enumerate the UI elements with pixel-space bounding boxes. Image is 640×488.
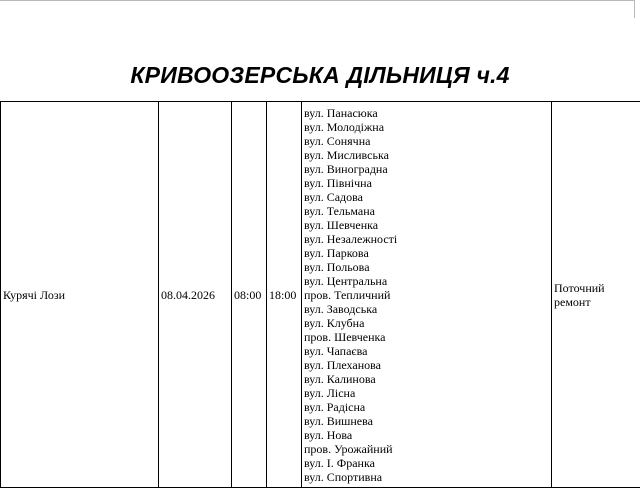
note-line-2: ремонт [554, 295, 640, 309]
street-item: вул. Сонячна [304, 134, 551, 148]
street-item: вул. Вишнева [304, 414, 551, 428]
settlement-cell [1, 102, 159, 488]
street-item: вул. Виноградна [304, 162, 551, 176]
street-item: вул. Тельмана [304, 204, 551, 218]
street-item: вул. Панасюка [304, 106, 551, 120]
street-item: вул. Плеханова [304, 358, 551, 372]
street-item: вул. Польова [304, 260, 551, 274]
page-title: КРИВООЗЕРСЬКА ДІЛЬНИЦЯ ч.4 [0, 60, 640, 90]
end-time: 18:00 [269, 288, 296, 302]
street-item: вул. Незалежності [304, 232, 551, 246]
street-item: пров. Шевченка [304, 330, 551, 344]
table-row [1, 102, 640, 488]
outage-schedule-table [0, 101, 640, 488]
street-item: вул. Лісна [304, 386, 551, 400]
note-cell [552, 102, 640, 488]
street-item: вул. Північна [304, 176, 551, 190]
street-item: вул. Молодіжна [304, 120, 551, 134]
note-line-1: Поточний [554, 281, 640, 295]
start-time-cell [232, 102, 267, 488]
outage-date: 08.04.2026 [161, 288, 215, 302]
end-time-cell [267, 102, 302, 488]
street-list [304, 106, 551, 484]
start-time: 08:00 [234, 288, 261, 302]
page-top-border [0, 0, 635, 1]
street-item: вул. Мисливська [304, 148, 551, 162]
street-item: пров. Урожайний [304, 442, 551, 456]
street-item: вул. Чапаєва [304, 344, 551, 358]
street-item: вул. Шевченка [304, 218, 551, 232]
street-item: вул. Заводська [304, 302, 551, 316]
street-item: вул. Клубна [304, 316, 551, 330]
street-item: вул. Радісна [304, 400, 551, 414]
street-item: вул. Центральна [304, 274, 551, 288]
street-item: вул. Паркова [304, 246, 551, 260]
date-cell [159, 102, 232, 488]
page-right-border [634, 0, 635, 18]
street-item: вул. Садова [304, 190, 551, 204]
street-item: пров. Тепличний [304, 288, 551, 302]
street-item: вул. І. Франка [304, 456, 551, 470]
settlement-name: Курячі Лози [3, 288, 65, 302]
street-item: вул. Спортивна [304, 470, 551, 484]
street-item: вул. Нова [304, 428, 551, 442]
street-item: вул. Калинова [304, 372, 551, 386]
streets-cell [302, 102, 552, 488]
